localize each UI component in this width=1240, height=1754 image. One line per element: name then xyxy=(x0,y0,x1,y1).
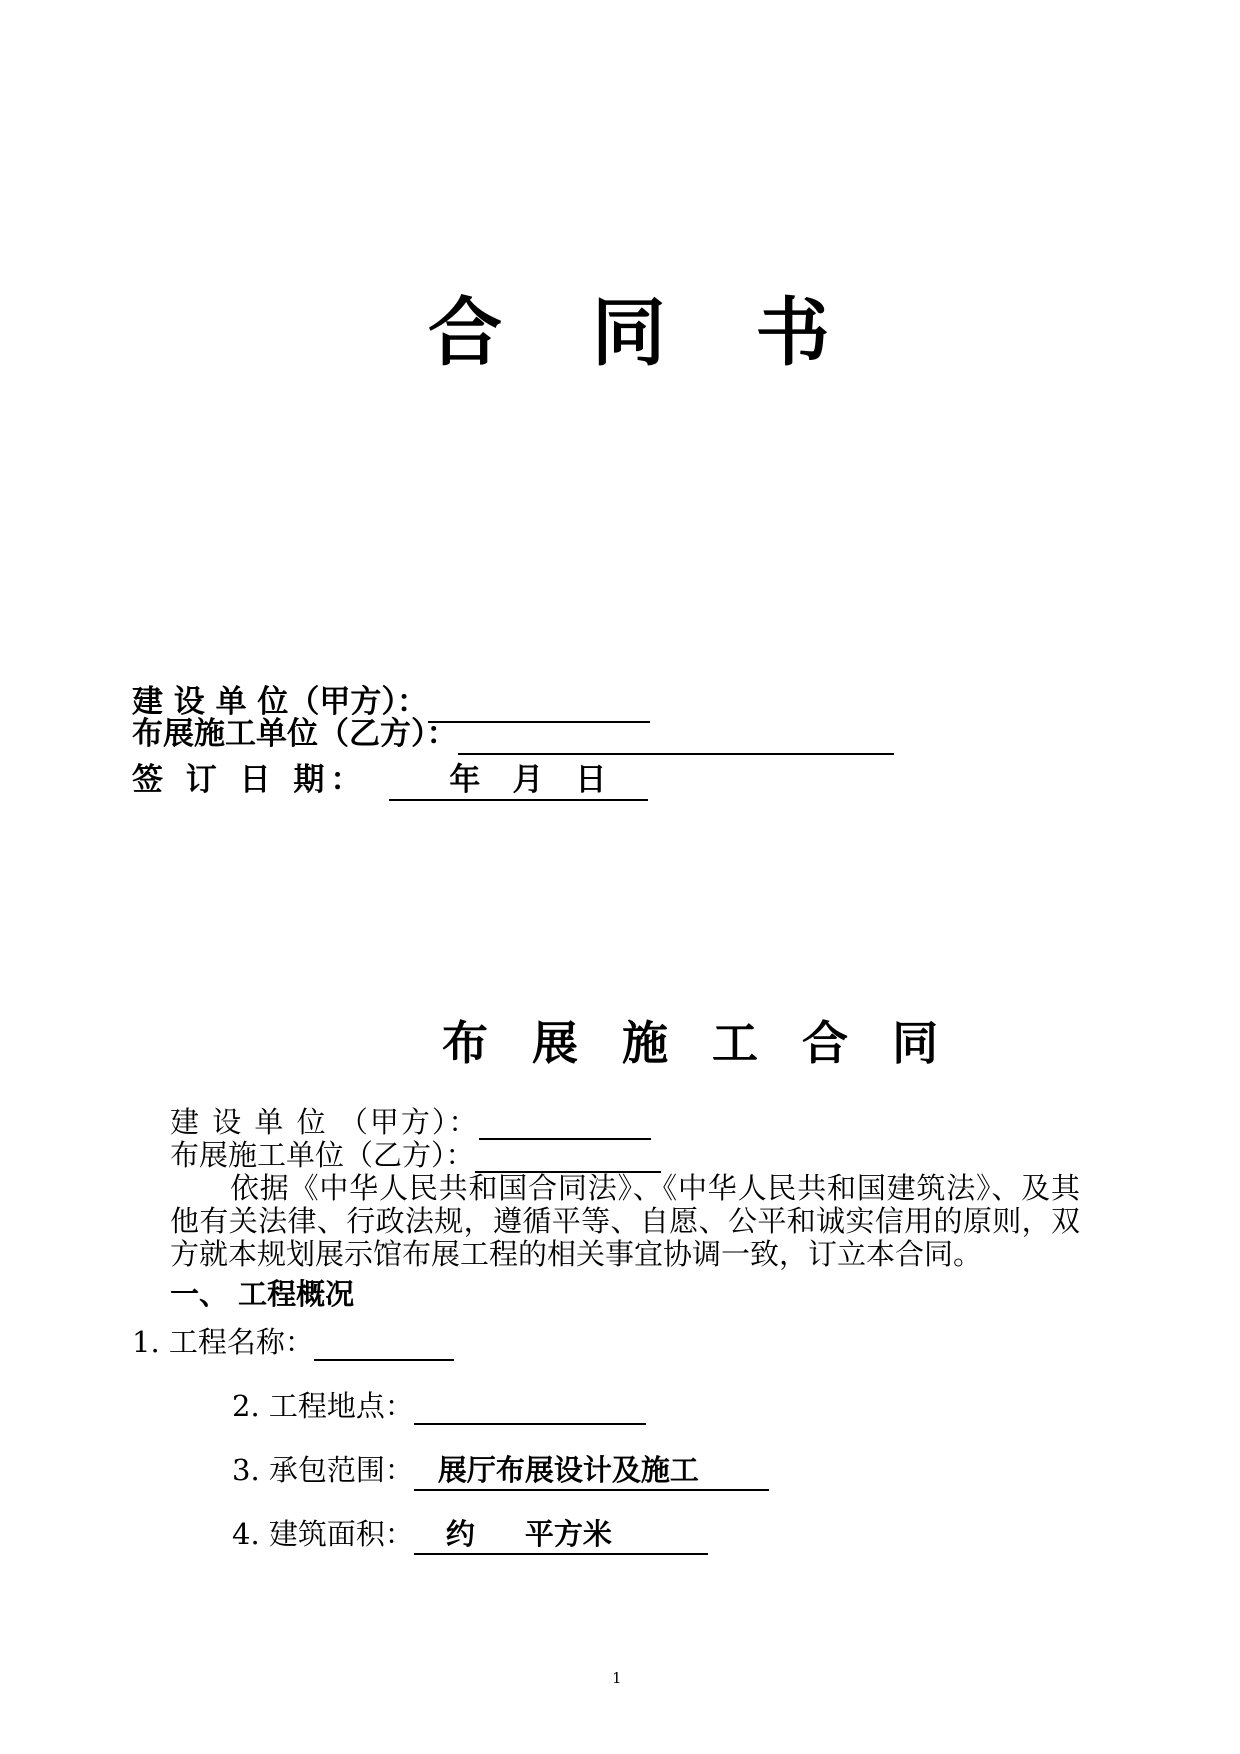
cover-party-b-label: 布展施工单位（乙方）： xyxy=(132,716,458,752)
list-item xyxy=(232,1512,708,1555)
contract-party-a-row xyxy=(170,1106,651,1140)
item-value-prefix: 约 xyxy=(445,1517,475,1551)
list-item xyxy=(232,1384,646,1425)
cover-date-label: 签 订 日 期： xyxy=(132,762,368,798)
cover-title: 合 同 书 xyxy=(428,290,862,376)
item-value-suffix: 平方米 xyxy=(524,1517,612,1551)
section-heading: 一、 工程概况 xyxy=(170,1277,355,1311)
item-value: 展厅布展设计及施工 xyxy=(437,1453,699,1487)
list-item xyxy=(232,1448,769,1491)
item-blank[interactable] xyxy=(414,1389,646,1425)
item-blank[interactable] xyxy=(414,1512,708,1555)
item-blank[interactable] xyxy=(314,1325,454,1361)
cover-date-blank[interactable] xyxy=(389,762,648,801)
cover-date-year: 年 xyxy=(449,762,481,798)
contract-title: 布 展 施 工 合 同 xyxy=(442,1016,953,1070)
cover-party-b-row xyxy=(132,716,894,755)
cover-date-day: 日 xyxy=(575,762,607,798)
contract-party-b-blank[interactable] xyxy=(475,1139,661,1173)
item-label: 2. 工程地点： xyxy=(232,1389,414,1423)
item-blank[interactable] xyxy=(414,1448,769,1491)
page-number: 1 xyxy=(612,1669,622,1687)
cover-date-month: 月 xyxy=(512,762,544,798)
contract-party-a-blank[interactable] xyxy=(479,1106,651,1140)
item-label: 1. 工程名称： xyxy=(132,1325,314,1359)
contract-preamble: 依据《中华人民共和国合同法》、《中华人民共和国建筑法》、及其他有关法律、行政法规，遵循平等、自愿、公平和诚实信用的原则，双方就本规划展示馆布展工程的相关事宜协调一致，订立本合同。 xyxy=(170,1171,1080,1271)
contract-party-b-row xyxy=(170,1139,661,1173)
item-label: 3. 承包范围： xyxy=(232,1453,414,1487)
item-label: 4. 建筑面积： xyxy=(232,1517,414,1551)
cover-party-b-blank[interactable] xyxy=(458,716,894,755)
contract-party-a-label: 建 设 单 位 （甲方）： xyxy=(170,1105,480,1139)
contract-party-b-label: 布展施工单位（乙方）： xyxy=(170,1138,475,1172)
list-item xyxy=(132,1320,454,1361)
cover-party-a-label: 建 设 单 位（甲方）： xyxy=(132,684,428,720)
cover-date-row xyxy=(132,762,648,801)
